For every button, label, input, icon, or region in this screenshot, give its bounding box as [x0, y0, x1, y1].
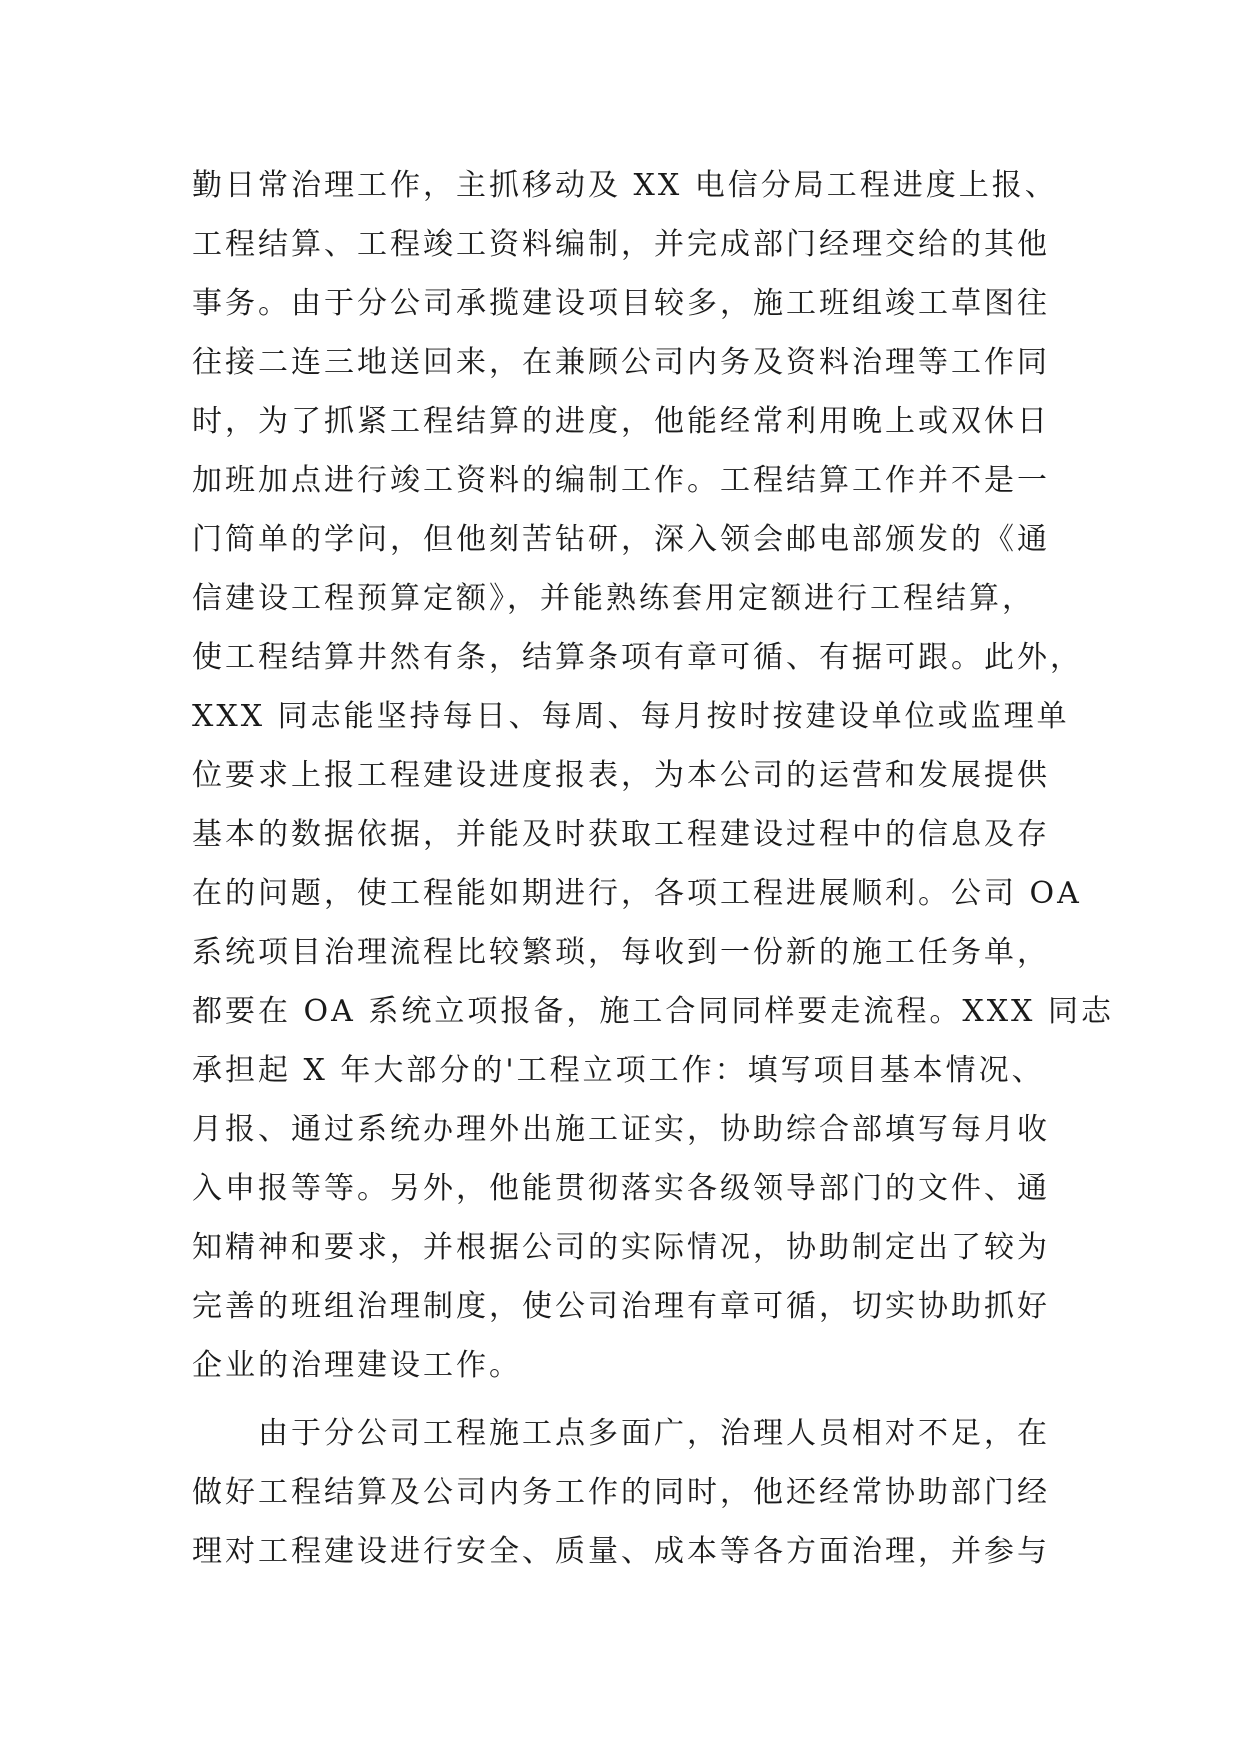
document-body — [192, 156, 1114, 1581]
text-line: 做好工程结算及公司内务工作的同时，他还经常协助部门经 — [192, 1475, 1050, 1510]
text-line: 完善的班组治理制度，使公司治理有章可循，切实协助抓好 — [192, 1289, 1050, 1324]
text-line: 入申报等等。另外，他能贯彻落实各级领导部门的文件、通 — [192, 1171, 1050, 1206]
text-line: 使工程结算井然有条，结算条项有章可循、有据可跟。此外， — [192, 640, 1083, 675]
text-line: 时，为了抓紧工程结算的进度，他能经常利用晚上或双休日 — [192, 404, 1050, 439]
text-line: 系统项目治理流程比较繁琐，每收到一份新的施工任务单， — [192, 935, 1050, 970]
text-line: 加班加点进行竣工资料的编制工作。工程结算工作并不是一 — [192, 463, 1050, 498]
text-line: 月报、通过系统办理外出施工证实，协助综合部填写每月收 — [192, 1112, 1050, 1147]
text-line: 都要在 OA 系统立项报备，施工合同同样要走流程。XXX 同志 — [192, 994, 1114, 1029]
text-line: XXX 同志能坚持每日、每周、每月按时按建设单位或监理单 — [192, 699, 1070, 734]
paragraph-2 — [192, 1404, 1062, 1581]
text-line: 理对工程建设进行安全、质量、成本等各方面治理，并参与 — [192, 1534, 1050, 1569]
text-line: 事务。由于分公司承揽建设项目较多，施工班组竣工草图往 — [192, 286, 1050, 321]
paragraph-1 — [192, 156, 1114, 1395]
text-line: 基本的数据依据，并能及时获取工程建设过程中的信息及存 — [192, 817, 1050, 852]
text-line: 往接二连三地送回来，在兼顾公司内务及资料治理等工作同 — [192, 345, 1050, 380]
text-line: 工程结算、工程竣工资料编制，并完成部门经理交给的其他 — [192, 227, 1050, 262]
text-line: 由于分公司工程施工点多面广，治理人员相对不足，在 — [192, 1416, 1050, 1451]
paragraph-spacer — [192, 1395, 1062, 1404]
text-line: 位要求上报工程建设进度报表，为本公司的运营和发展提供 — [192, 758, 1050, 793]
text-line: 企业的治理建设工作。 — [192, 1348, 522, 1383]
text-line: 在的问题，使工程能如期进行，各项工程进展顺利。公司 OA — [192, 876, 1082, 911]
text-line: 勤日常治理工作，主抓移动及 XX 电信分局工程进度上报、 — [192, 168, 1058, 203]
text-line: 门简单的学问，但他刻苦钻研，深入领会邮电部颁发的《通 — [192, 522, 1050, 557]
text-line: 承担起 X 年大部分的'工程立项工作：填写项目基本情况、 — [192, 1053, 1045, 1088]
text-line: 知精神和要求，并根据公司的实际情况，协助制定出了较为 — [192, 1230, 1050, 1265]
text-line: 信建设工程预算定额》，并能熟练套用定额进行工程结算， — [192, 581, 1035, 616]
